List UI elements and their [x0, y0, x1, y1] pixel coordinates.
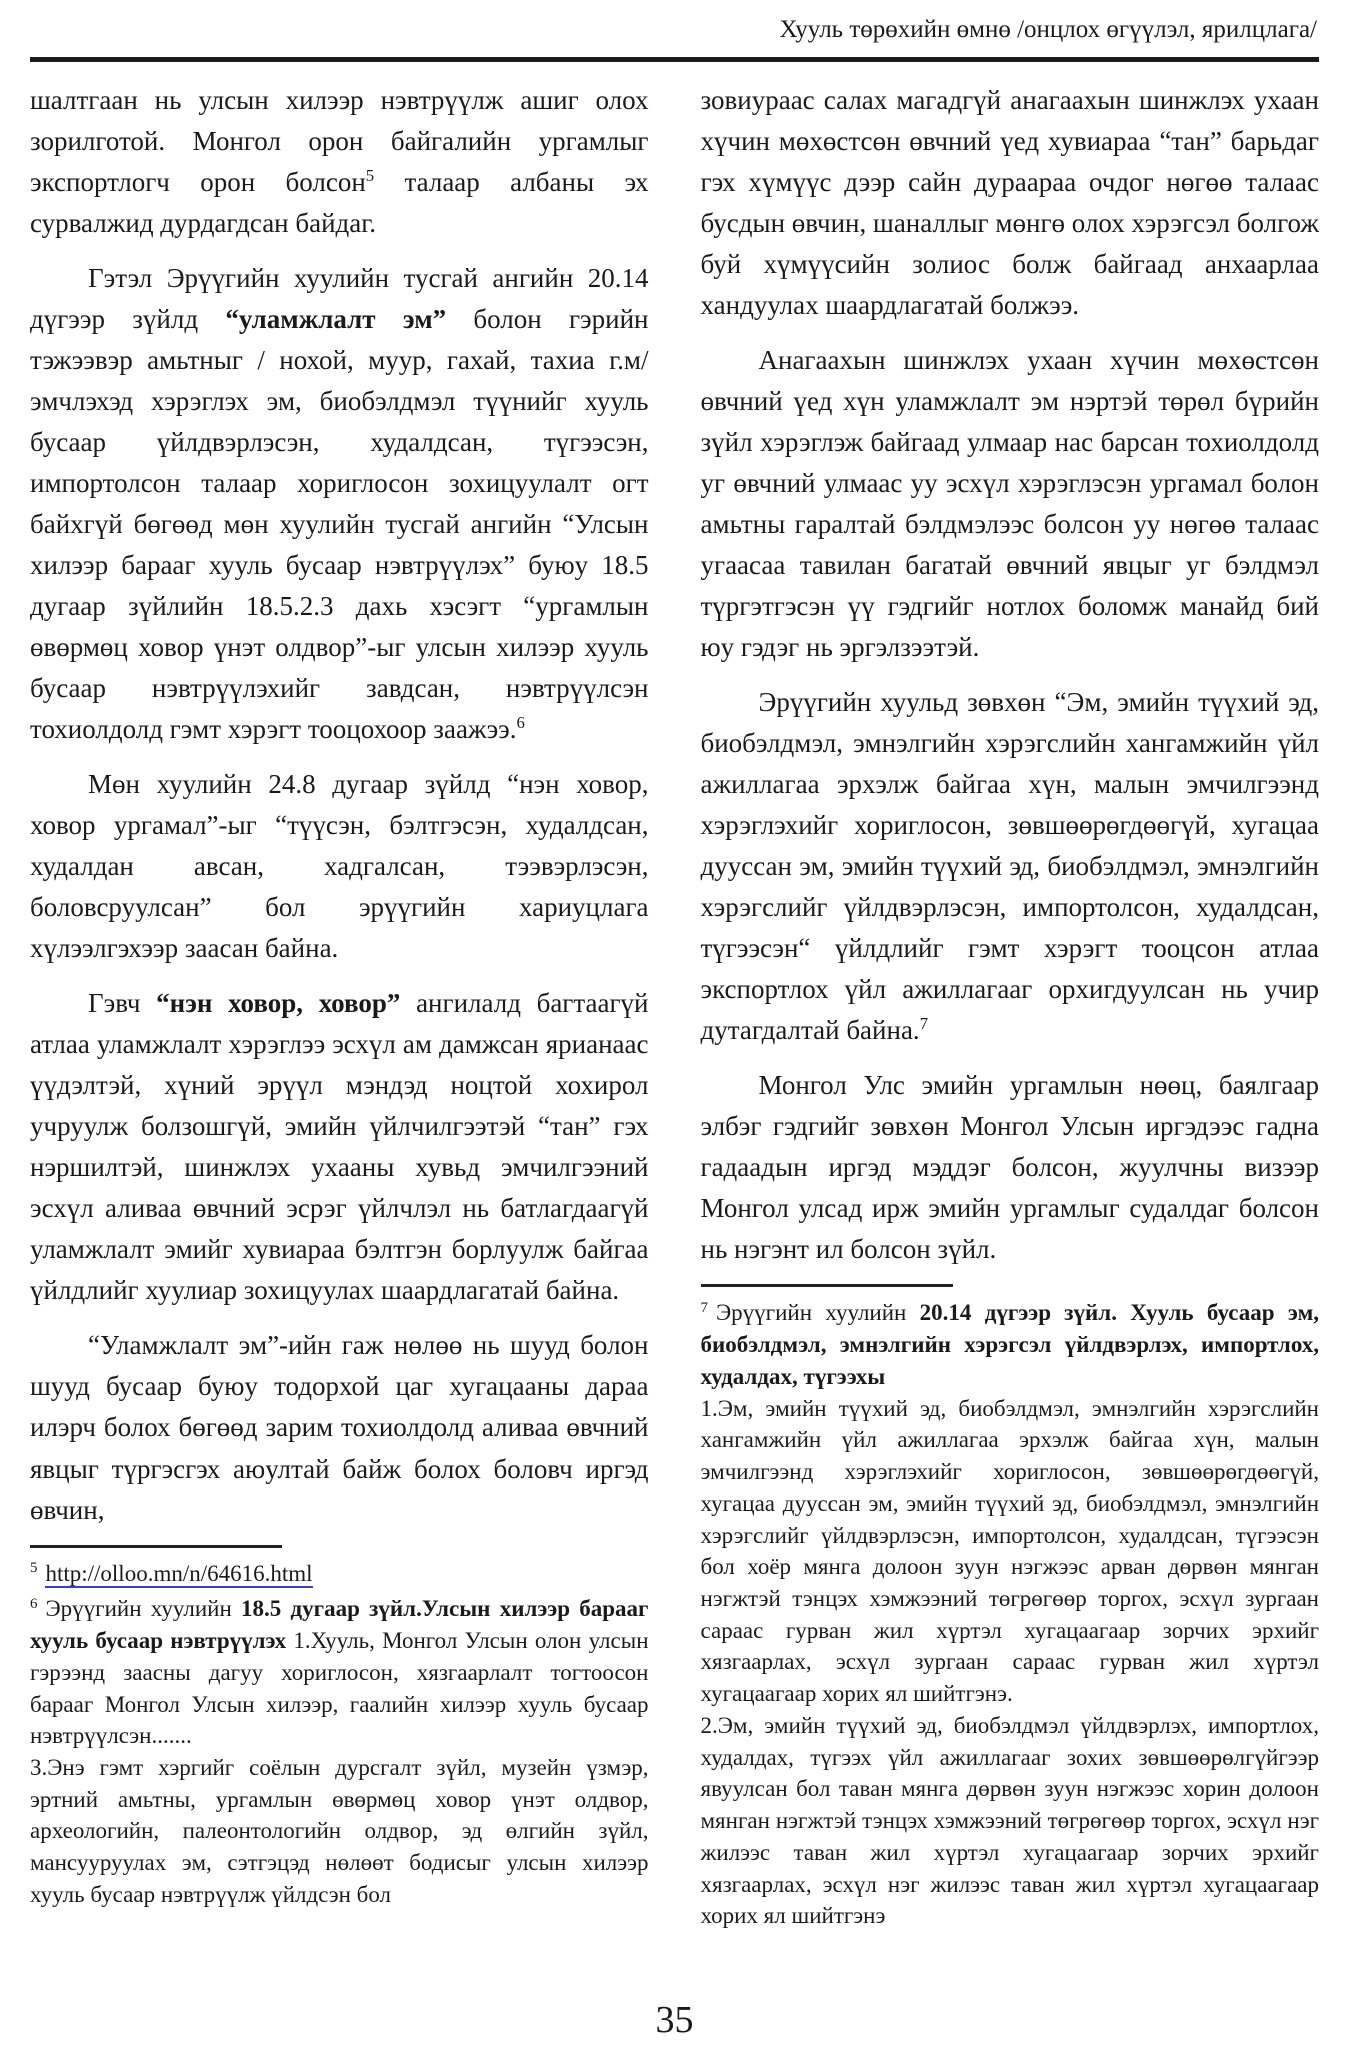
text-run: “нэн ховор, ховор” — [156, 988, 401, 1019]
paragraph — [30, 1325, 649, 1530]
text-run: “уламжлалт эм” — [225, 303, 447, 334]
paragraph — [701, 682, 1320, 1051]
footnote-ref: 7 — [919, 1014, 929, 1034]
footnote-7 — [701, 1297, 1320, 1932]
text-run: 1.Эм, эмийн түүхий эд, биобэлдмэл, эмнэлгийн хэрэгслийн хангамжийн үйл ажиллагаа эрхэлж байгаа хүн, малын эмчилгээнд хэрэглэхийг хориглосон, зөвшөөрөгдөөгүй, хугацаа дууссан эм, эмийн түүхий эд, биобэлдмэл, эмнэлгийн хэрэгслийг үйлдвэрлэсэн, импортолсон, худалдсан, түгээсэн бол хоёр мянга долоон зуун нэгжээс арван дөрвөн мянган нэгжтэй тэнцэх хэмжээний төгрөгөөр торгох, эсхүл зургаан сараас гурван жил хүртэл хугацаагаар зорчих эрхийг хязгаарлах, эсхүл зургаан сараас гурван жил хүртэл хугацаагаар хорих ял шийтгэнэ. — [700, 1395, 1319, 1707]
footnote-separator — [30, 1545, 282, 1548]
running-head: Хууль төрөхийн өмнө /онцлох өгүүлэл, ярилцлага/ — [779, 16, 1317, 43]
right-column-body — [701, 80, 1320, 1271]
paragraph — [30, 983, 649, 1311]
left-column-body — [30, 80, 649, 1531]
text-run: 3.Энэ гэмт хэргийг соёлын дурсгалт зүйл, музейн үзмэр, эртний амьтны, ургамлын өвөрмөц ховор үнэт олдвор, археологийн, палеонтологийн олдвор, эд өлгийн зүйл, мансууруулах эм, сэтгэцэд нөлөөт бодисыг улсын хилээр хууль бусаар нэвтрүүлж үйлдсэн бол — [30, 1754, 649, 1907]
paragraph — [701, 1065, 1320, 1270]
two-column-layout — [30, 80, 1319, 1937]
footnote-marker: 6 — [30, 1595, 38, 1612]
text-run: Гэтэл Эрүүгийн хуулийн тусгай ангийн 20.14 дүгээр зүйлд — [30, 262, 649, 334]
text-run: 20.14 дүгээр зүйл. Хууль бусаар эм, биобэлдмэл, эмнэлгийн хэрэгсэл үйлдвэрлэх, импортлох, худалдах, түгээхы — [700, 1300, 1319, 1389]
paragraph — [30, 258, 649, 750]
paragraph — [701, 340, 1320, 668]
text-run: Эрүүгийн хуулийн — [45, 1596, 242, 1622]
text-run: болон гэрийн тэжээвэр амьтныг / нохой, муур, гахай, тахиа г.м/ эмчлэхэд хэрэглэх эм, биобэлдмэл түүнийг хууль бусаар үйлдвэрлэсэн, худалдсан, түгээсэн, импортолсон талаар хориглосон зохицуулалт огт байхгүй бөгөөд мөн хуулийн тусгай ангийн “Улсын хилээр барааг хууль бусаар нэвтрүүлэх” буюу 18.5 дугаар зүйлийн 18.5.2.3 дахь хэсэгт “ургамлын өвөрмөц ховор үнэт олдвор”-ыг улсын хилээр хууль бусаар нэвтрүүлэхийг завдсан, нэвтрүүлсэн тохиолдолд гэмт хэрэгт тооцохоор заажээ. — [30, 303, 649, 744]
left-column-footnotes — [30, 1558, 649, 1911]
right-column-footnotes — [701, 1297, 1320, 1932]
footnote-ref: 5 — [365, 165, 375, 185]
text-run: Эрүүгийн хуульд зөвхөн “Эм, эмийн түүхий эд, биобэлдмэл, эмнэлгийн хэрэгслийн хангамжийн үйл ажиллагаа эрхэлж байгаа хүн, малын эмчилгээнд хэрэглэхийг хориглосон, зөвшөөрөгдөөгүй, хугацаа дууссан эм, эмийн түүхий эд, биобэлдмэл, эмнэлгийн хэрэгслийг үйлдвэрлэсэн, импортолсон, худалдсан, түгээсэн“ үйлдлийг гэмт хэрэгт тооцсон атлаа экспортлох үйл ажиллагааг орхигдуулсан нь учир дутагдалтай байна. — [700, 686, 1319, 1046]
paragraph — [30, 80, 649, 244]
text-run: 18.5 дугаар зүйл.Улсын хилээр барааг хууль бусаар нэвтрүүлэх — [30, 1596, 649, 1654]
right-column — [701, 80, 1320, 1937]
page-header — [30, 14, 1319, 47]
text-run: 1.Хууль, Монгол Улсын олон улсын гэрээнд заасны дагуу хориглосон, хязгаарлалт тогтоосон барааг Монгол Улсын хилээр, гаалийн хилээр хууль бусаар нэвтрүүлсэн....... — [30, 1628, 649, 1749]
footnote-ref: 6 — [516, 712, 525, 732]
page-number: 35 — [655, 1999, 694, 2041]
text-run: зовиураас салах магадгүй анагаахын шинжлэх ухаан хүчин мөхөстсөн өвчний үед хувиараа “тан” барьдаг гэх хүмүүс дээр сайн дураараа очдог нөгөө талаас бусдын өвчин, шаналлыг мөнгө олох хэрэгсэл болгож буй хүмүүсийн золиос болж байгаад анхаарлаа хандуулах шаардлагатай болжээ. — [700, 84, 1319, 320]
text-run: “Уламжлалт эм”-ийн гаж нөлөө нь шууд болон шууд бусаар буюу тодорхой цаг хугацааны дараа илэрч болох бөгөөд зарим тохиолдолд аливаа өвчний явцыг түргэсгэх аюултай байж болох боловч иргэд өвчин, — [30, 1330, 649, 1525]
left-column — [30, 80, 649, 1937]
text-run: Мөн хуулийн 24.8 дугаар зүйлд “нэн ховор, ховор ургамал”-ыг “түүсэн, бэлтгэсэн, худалдсан, худалдан авсан, хадгалсан, тээвэрлэсэн, боловсруулсан” бол эрүүгийн хариуцлага хүлээлгэхээр заасан байна. — [30, 769, 649, 964]
footnote-marker: 5 — [30, 1559, 38, 1576]
footnote-6 — [30, 1593, 649, 1910]
footnote-separator — [701, 1284, 953, 1287]
text-run: шалтгаан нь улсын хилээр нэвтрүүлж ашиг олох зорилготой. Монгол орон байгалийн ургамлыг экспортлогч орон болсон — [30, 84, 649, 197]
footnote-marker: 7 — [700, 1299, 708, 1316]
text-run: ангилалд багтаагүй атлаа уламжлалт хэрэглээ эсхүл ам дамжсан ярианаас үүдэлтэй, хүний эрүүл мэндэд ноцтой хохирол учруулж болзошгүй, эмийн үйлчилгээтэй “тан” гэх нэршилтэй, шинжлэх ухааны хувьд эмчилгээний эсхүл аливаа өвчний эсрэг үйлчлэл нь батлагдаагүй уламжлалт эмийг хувиараа бэлтгэн борлуулж байгаа үйлдлийг хуулиар зохицуулах шаардлагатай байна. — [30, 988, 649, 1306]
hyperlink[interactable]: http://olloo.mn/n/64616.html — [45, 1560, 313, 1586]
text-run: Анагаахын шинжлэх ухаан хүчин мөхөстсөн өвчний үед хүн уламжлалт эм нэртэй төрөл бүрийн зүйл хэрэглэж байгаад улмаар нас барсан тохиолдолд уг өвчний улмаас уу эсхүл хэрэглэсэн ургамал болон амьтны гаралтай бэлдмэлээс болсон уу нөгөө талаас угаасаа тавилан багатай өвчний явцыг уг бэлдмэл түргэтгэсэн үү гэдгийг нотлох боломж манайд бий юу гэдэг нь эргэлзээтэй. — [700, 344, 1319, 662]
text-run: Эрүүгийн хуулийн — [715, 1300, 920, 1326]
text-run: Монгол Улс эмийн ургамлын нөөц, баялгаар элбэг гэдгийг зөвхөн Монгол Улсын иргэдээс гадна гадаадын иргэд мэддэг болсон, жуулчны визээр Монгол улсад ирж эмийн ургамлыг судалдаг болсон нь нэгэнт ил болсон зүйл. — [700, 1070, 1319, 1265]
footnote-5 — [30, 1558, 649, 1590]
text-run: Гэвч — [88, 988, 157, 1019]
text-run: талаар албаны эх сурвалжид дурдагдсан байдаг. — [30, 166, 649, 238]
header-rule — [30, 57, 1319, 62]
text-run: 2.Эм, эмийн түүхий эд, биобэлдмэл үйлдвэрлэх, импортлох, худалдах, түгээх үйл ажиллагааг зохих зөвшөөрөлгүйгээр явуулсан бол таван мянга дөрвөн зуун нэгжээс хорин долоон мянган нэгжтэй тэнцэх хэмжээний төгрөгөөр торгох, эсхүл нэг жилээс таван жил хүртэл хугацаагаар зорчих эрхийг хязгаарлах, эсхүл нэг жилээс таван жил хүртэл хугацаагаар хорих ял шийтгэнэ — [700, 1712, 1319, 1929]
paragraph — [30, 764, 649, 969]
paragraph — [701, 80, 1320, 326]
